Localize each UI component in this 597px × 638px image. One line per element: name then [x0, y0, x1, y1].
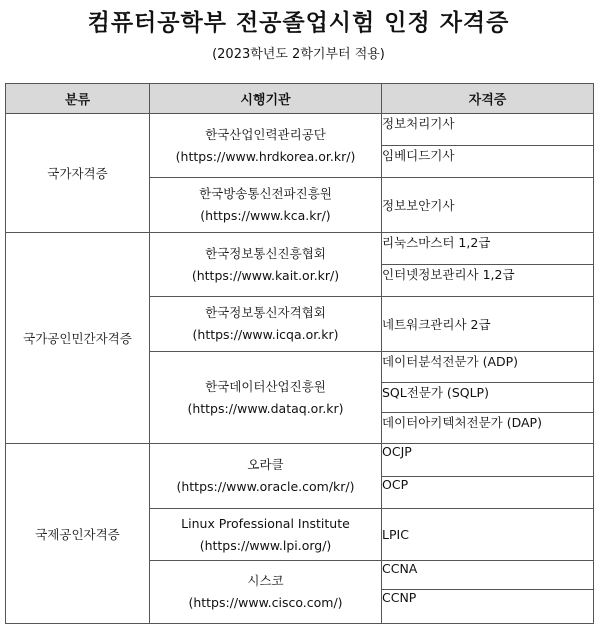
organization-cell — [150, 233, 382, 297]
certificate-cell: 데이터아키텍처전문가 (DAP) — [382, 413, 594, 444]
certificate-cell: 정보처리기사 — [382, 114, 594, 146]
certificate-cell: SQL전문가 (SQLP) — [382, 383, 594, 413]
certificate-cell: CCNA — [382, 561, 594, 590]
organization-url: (https://www.lpi.org/) — [199, 537, 332, 553]
organization-url: (https://www.dataq.or.kr) — [187, 400, 344, 416]
table-header-row — [6, 84, 594, 114]
organization-url: (https://www.cisco.com/) — [188, 595, 343, 610]
certificate-cell: 리눅스마스터 1,2급 — [382, 233, 594, 265]
header-certificate: 자격증 — [382, 84, 594, 114]
organization-url: (https://www.oracle.com/kr/) — [176, 479, 355, 494]
table-row — [6, 233, 594, 265]
certificate-cell: 인터넷정보관리사 1,2급 — [382, 265, 594, 297]
certificate-cell: 네트워크관리사 2급 — [382, 297, 594, 352]
header-category: 분류 — [6, 84, 150, 114]
organization-name: 오라클 — [247, 457, 284, 472]
organization-name: 시스코 — [247, 573, 284, 588]
header-organization: 시행기관 — [150, 84, 382, 114]
organization-cell — [150, 509, 382, 561]
certificate-cell: 정보보안기사 — [382, 178, 594, 233]
category-cell: 국가자격증 — [6, 114, 150, 233]
category-cell: 국가공인민간자격증 — [6, 233, 150, 444]
page-title: 컴퓨터공학부 전공졸업시험 인정 자격증 — [87, 10, 510, 36]
category-cell: 국제공인자격증 — [6, 444, 150, 624]
organization-cell — [150, 178, 382, 233]
certificate-cell: CCNP — [382, 590, 594, 624]
certificate-cell: OCP — [382, 477, 594, 509]
organization-name: 한국방송통신전파진흥원 — [199, 186, 332, 201]
certificate-table — [5, 83, 594, 624]
organization-name: 한국데이터산업진흥원 — [205, 378, 326, 394]
organization-cell — [150, 561, 382, 624]
organization-url: (https://www.kca.kr/) — [200, 208, 331, 223]
organization-name: 한국정보통신자격협회 — [205, 305, 326, 320]
organization-name: Linux Professional Institute — [181, 515, 350, 531]
organization-cell — [150, 114, 382, 178]
certificate-cell: OCJP — [382, 444, 594, 477]
certificate-cell: 데이터분석전문가 (ADP) — [382, 352, 594, 383]
organization-url: (https://www.icqa.or.kr) — [192, 327, 339, 342]
table-row — [6, 444, 594, 477]
organization-cell — [150, 444, 382, 509]
organization-url: (https://www.hrdkorea.or.kr/) — [175, 148, 356, 164]
certificate-cell: 임베디드기사 — [382, 146, 594, 178]
organization-cell — [150, 352, 382, 444]
page-subtitle: (2023학년도 2학기부터 적용) — [212, 47, 385, 62]
organization-url: (https://www.kait.or.kr/) — [191, 267, 340, 283]
organization-name: 한국산업인력관리공단 — [205, 126, 326, 142]
certificate-cell: LPIC — [382, 509, 594, 561]
organization-cell — [150, 297, 382, 352]
table-row — [6, 114, 594, 146]
organization-name: 한국정보통신진흥협회 — [205, 245, 326, 261]
